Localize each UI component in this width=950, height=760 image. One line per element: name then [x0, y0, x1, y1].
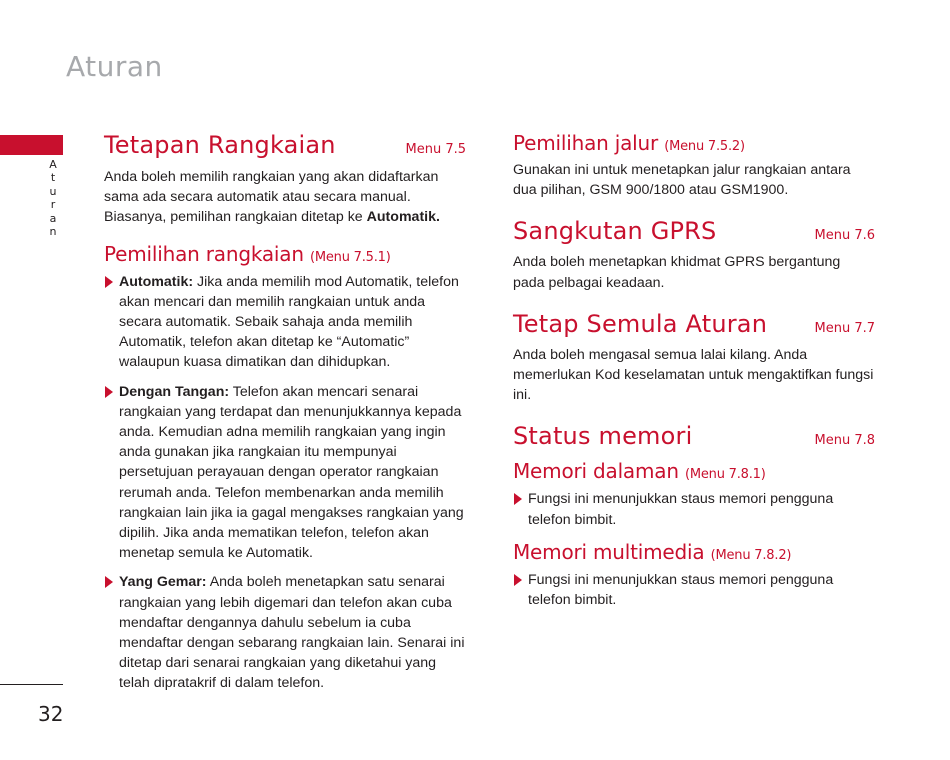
bullet-text: Fungsi ini menunjukkan staus memori pengguna telefon bimbit.: [528, 491, 834, 528]
section-body: Gunakan ini untuk menetapkan jalur rangkaian antara dua pilihan, GSM 900/1800 atau GSM1900.: [513, 162, 851, 199]
bullet-item-yang-gemar: [104, 572, 466, 693]
bullet-item-memori-dalaman: [513, 489, 875, 529]
side-label-letter: r: [50, 198, 56, 212]
subsection-title: Pemilihan rangkaian: [104, 241, 304, 266]
subsection-heading-pemilihan-rangkaian: [104, 242, 466, 266]
subsection-title: Memori dalaman: [513, 459, 679, 484]
body-bold-text: Automatik.: [366, 209, 440, 226]
bullet-arrow-icon: [514, 493, 522, 505]
bullet-term: Dengan Tangan:: [119, 383, 230, 400]
section-title: Sangkutan GPRS: [513, 217, 717, 246]
section-title: Tetapan Rangkaian: [104, 131, 336, 159]
bullet-term: Yang Gemar:: [119, 574, 207, 591]
footer-divider: [0, 684, 63, 685]
bullet-text: Anda boleh menetapkan satu senarai rangkaian yang lebih digemari dan telefon akan cuba mendaftar dengannya dahulu sebelum ia cuba mendaftar dengan sebarang rangkaian lain. Senarai ini ditetap dari senarai rangkaian yang diketahui yang telah dipratakrif di dalam telefon.: [119, 574, 465, 692]
subsection-title: Memori multimedia: [513, 539, 705, 564]
bullet-item-memori-multimedia: [513, 570, 875, 610]
chapter-tab-marker: [0, 135, 63, 155]
section-title: Status memori: [513, 422, 693, 451]
menu-reference: (Menu 7.8.1): [684, 467, 766, 483]
chapter-title: Aturan: [66, 50, 163, 83]
menu-reference: (Menu 7.5.2): [664, 139, 745, 154]
section-body: Anda boleh mengasal semua lalai kilang. Anda memerlukan Kod keselamatan untuk mengaktifkan fungsi ini.: [513, 346, 874, 404]
bullet-arrow-icon: [105, 386, 113, 398]
menu-reference: (Menu 7.5.1): [309, 249, 391, 265]
section-title: Tetap Semula Aturan: [513, 309, 768, 338]
bullet-text: Telefon akan mencari senarai rangkaian yang terdapat dan menunjukkannya kepada anda. Kemudian adna memilih rangkaian yang ingin anda gunakan jika rangkaian itu mempunyai persetujuan perayauan dengan operator rangkaian rerumah anda. Telefon membenarkan anda memilih rangkaian lain jika ia gagal mengakses rangkaian yang dipilih. Jika anda mematikan telefon, telefon akan menetap semula ke Automatik.: [119, 383, 464, 562]
menu-reference: Menu 7.6: [814, 228, 875, 244]
section-body: [104, 167, 466, 228]
subsection-heading-pemilihan-jalur: [513, 131, 875, 155]
subsection-heading-memori-dalaman: [513, 459, 875, 483]
side-chapter-label: [46, 158, 60, 238]
bullet-text: Jika anda memilih mod Automatik, telefon akan mencari dan memilih rangkaian untuk anda secara automatik. Sebaik sahaja anda memilih Automatik, telefon akan ditetap ke “Automatic” walaupun kuasa dimatikan dan dihidupkan.: [119, 273, 459, 371]
menu-reference: (Menu 7.8.2): [710, 547, 792, 563]
side-label-letter: n: [49, 225, 57, 239]
bullet-item-automatik: [104, 272, 466, 373]
left-column: [104, 131, 466, 694]
side-label-letter: a: [49, 211, 57, 225]
section-body: Anda boleh menetapkan khidmat GPRS bergantung pada pelbagai keadaan.: [513, 254, 841, 291]
bullet-arrow-icon: [105, 276, 113, 288]
menu-reference: Menu 7.5: [405, 142, 466, 157]
side-label-letter: A: [49, 158, 57, 171]
section-heading-tetapan-rangkaian: [104, 131, 466, 159]
side-label-letter: t: [50, 171, 56, 185]
section-heading-tetap-semula-aturan: [513, 310, 875, 338]
bullet-text: Fungsi ini menunjukkan staus memori pengguna telefon bimbit.: [528, 571, 834, 609]
side-label-letter: u: [49, 184, 57, 198]
right-column: [513, 131, 875, 610]
bullet-term: Automatik:: [119, 273, 194, 290]
menu-reference: Menu 7.8: [814, 433, 875, 449]
bullet-arrow-icon: [105, 576, 113, 588]
body-text: Anda boleh memilih rangkaian yang akan didaftarkan sama ada secara automatik atau secara manual. Biasanya, pemilihan rangkaian ditetap ke: [104, 169, 439, 226]
menu-reference: Menu 7.7: [814, 320, 875, 336]
bullet-item-dengan-tangan: [104, 382, 466, 564]
subsection-heading-memori-multimedia: [513, 540, 875, 564]
bullet-arrow-icon: [514, 574, 522, 586]
page-number: 32: [38, 702, 64, 726]
section-heading-status-memori: [513, 422, 875, 450]
subsection-title: Pemilihan jalur: [513, 131, 659, 155]
section-heading-sangkutan-gprs: [513, 217, 875, 245]
